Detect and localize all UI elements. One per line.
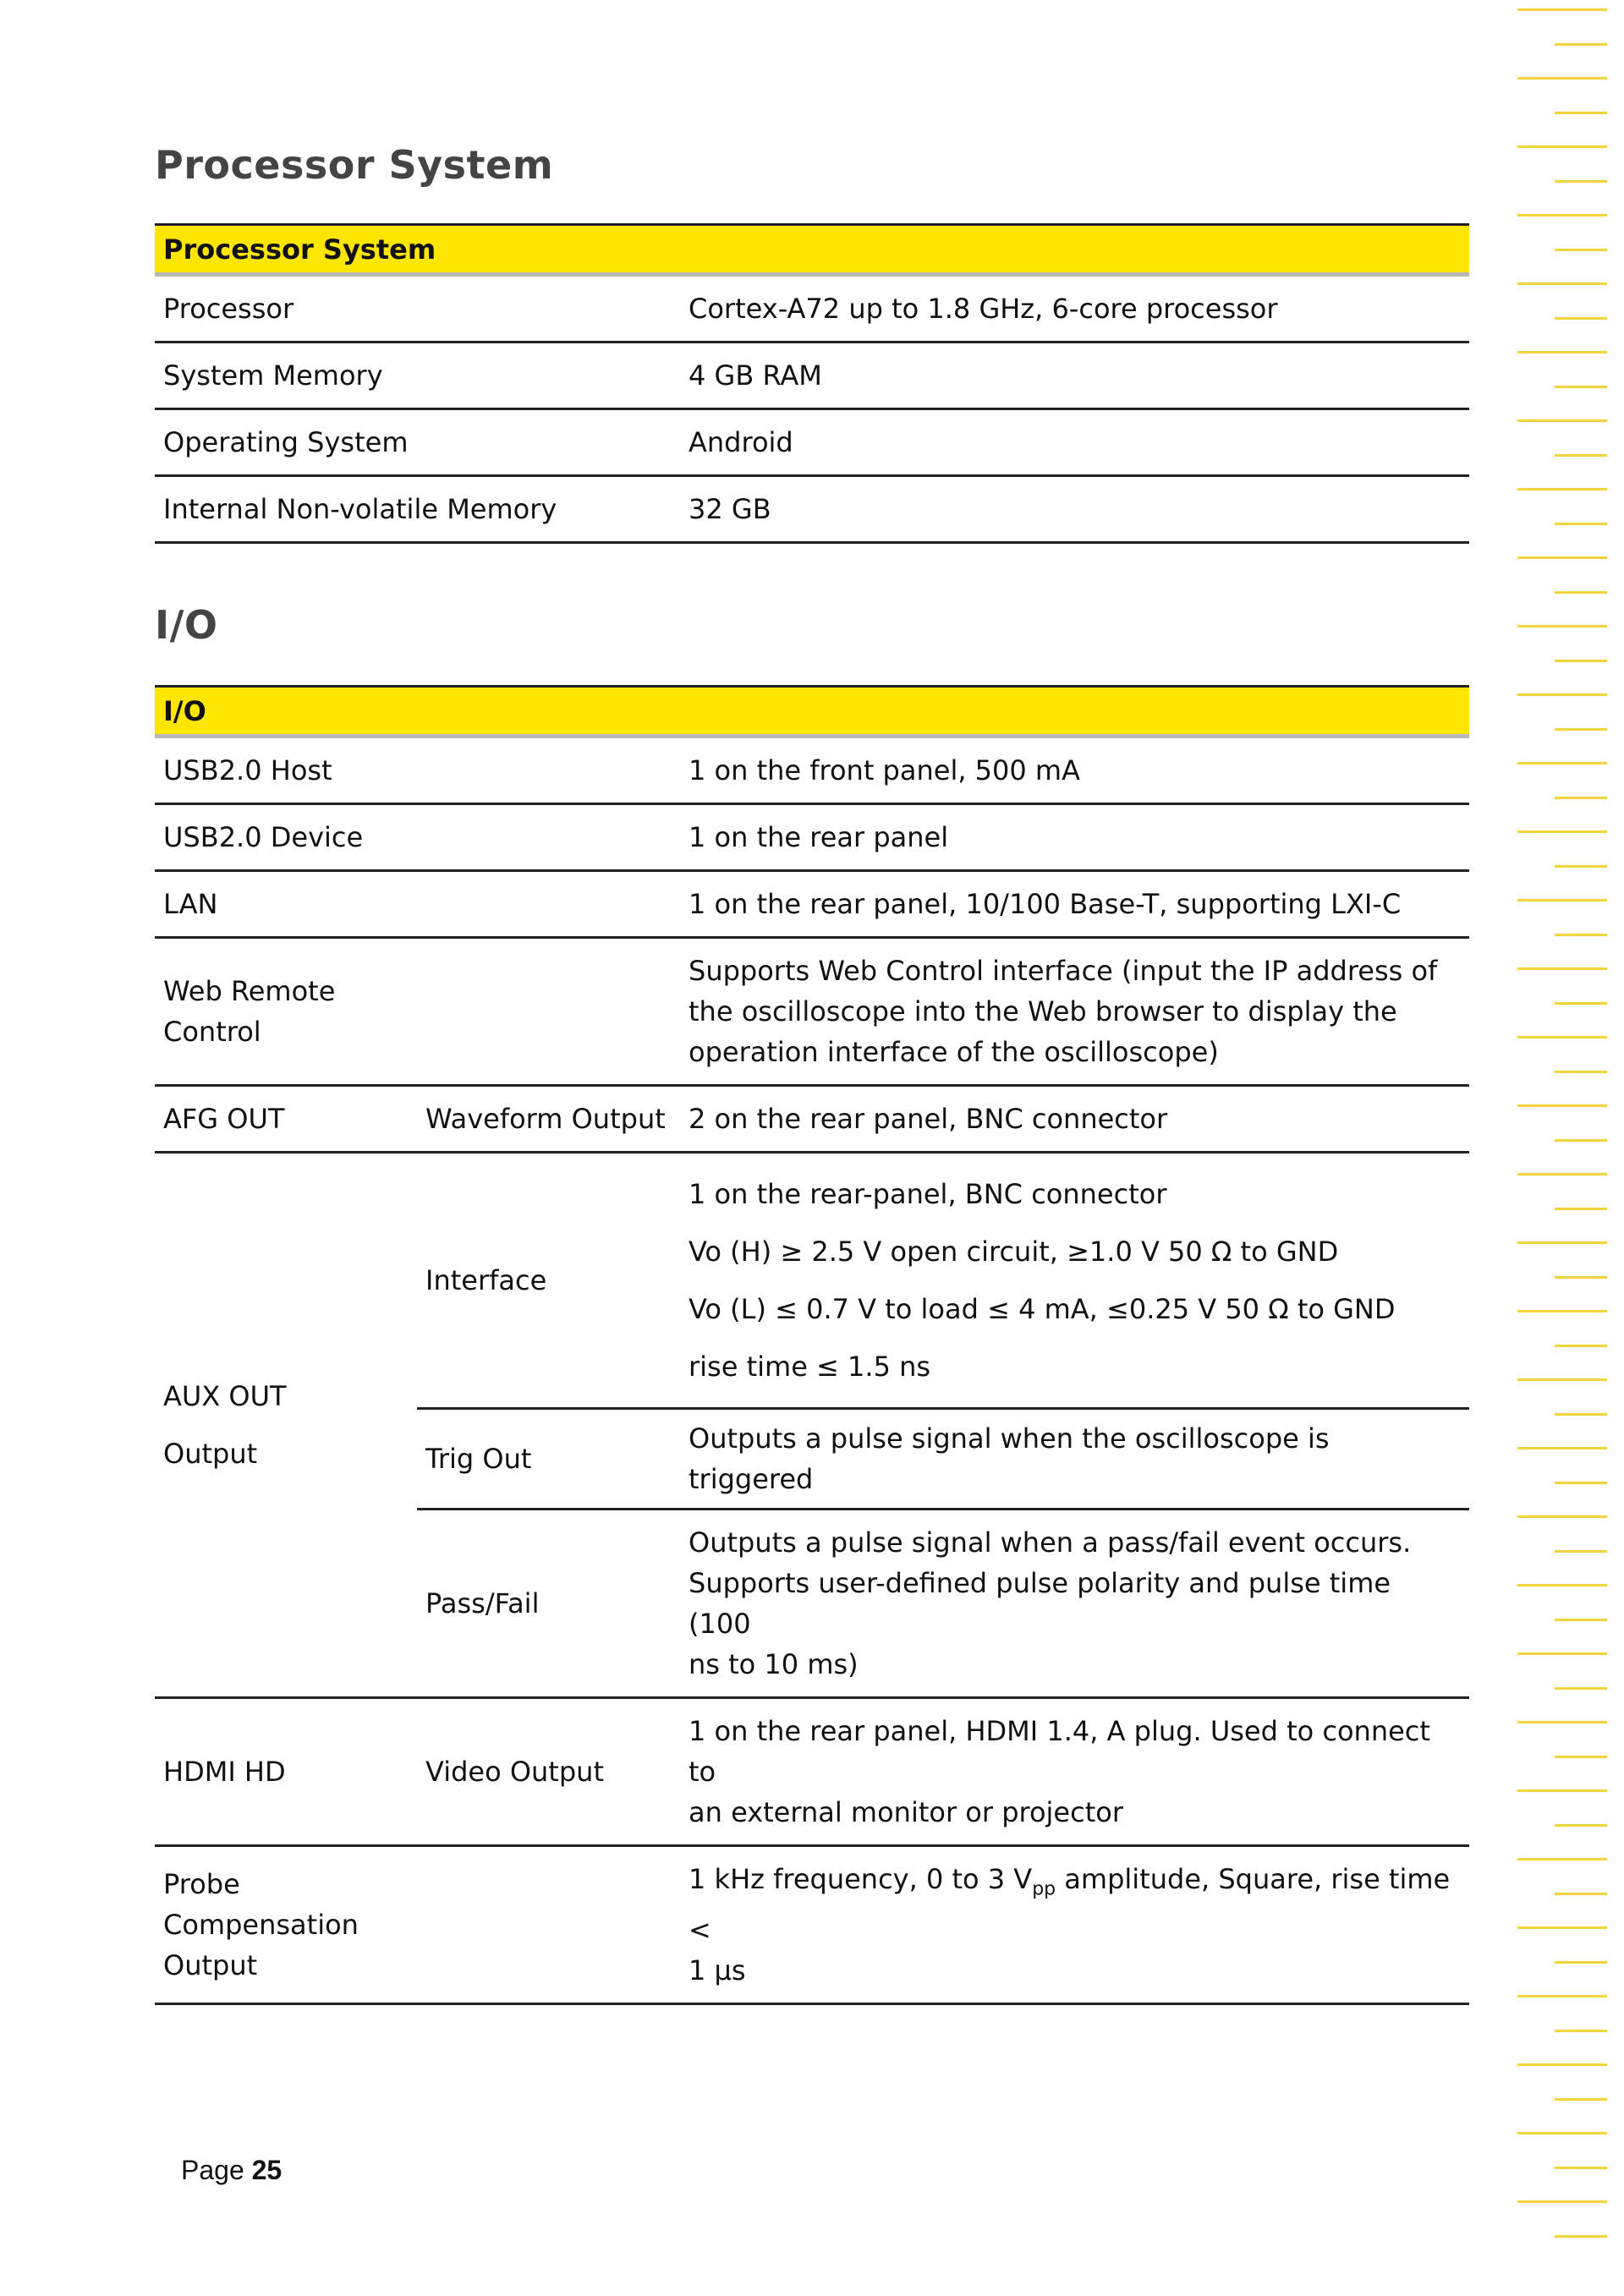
margin-rule-tick: [1555, 1276, 1607, 1279]
table-row: [155, 1698, 1469, 1846]
row-label-lan: LAN: [155, 871, 680, 938]
value-line: ns to 10 ms): [689, 1648, 859, 1680]
margin-rule-tick: [1555, 1756, 1607, 1758]
table-row: [155, 871, 1469, 938]
margin-rule-tick: [1517, 77, 1607, 79]
margin-rule-tick: [1555, 1687, 1607, 1690]
margin-rule-tick: [1555, 1139, 1607, 1142]
probe-value-prefix: 1 kHz frequency, 0 to 3 V: [689, 1863, 1033, 1895]
label-line: Compensation: [163, 1909, 359, 1942]
row-label-processor: Processor: [155, 275, 680, 342]
row-sublabel-interface: Interface: [417, 1153, 680, 1409]
row-label-hdmi-hd: HDMI HD: [155, 1698, 417, 1846]
margin-rule-tick: [1517, 351, 1607, 353]
margin-rule-tick: [1517, 1447, 1607, 1449]
margin-rule-tick: [1555, 43, 1607, 46]
row-value-web-remote-control: [680, 938, 1469, 1086]
row-sublabel-video-output: Video Output: [417, 1698, 680, 1846]
margin-rule-tick: [1555, 728, 1607, 731]
label-line: Control: [163, 1016, 261, 1048]
margin-rule-tick: [1517, 2200, 1607, 2203]
section-heading-io: I/O: [155, 602, 218, 648]
row-value-processor: Cortex-A72 up to 1.8 GHz, 6-core processor: [680, 275, 1469, 342]
table-row: [155, 275, 1469, 342]
row-label-web-remote-control: [155, 938, 680, 1086]
table-header-row: [155, 225, 1469, 275]
value-line: an external monitor or projector: [689, 1796, 1123, 1828]
value-line: Vo (L) ≤ 0.7 V to load ≤ 4 mA, ≤0.25 V 50 Ω to GND: [689, 1293, 1396, 1325]
row-value-operating-system: Android: [680, 409, 1469, 476]
row-sublabel-trig-out: Trig Out: [417, 1409, 680, 1510]
margin-rule-tick: [1555, 1550, 1607, 1553]
margin-rule-tick: [1517, 967, 1607, 970]
margin-rule-tick: [1517, 1789, 1607, 1792]
value-line: Outputs a pulse signal when a pass/fail event occurs.: [689, 1526, 1412, 1559]
margin-rule-tick: [1555, 1002, 1607, 1005]
label-line: Output: [163, 1949, 258, 1982]
margin-rule-tick: [1517, 1036, 1607, 1038]
margin-rule-tick: [1555, 797, 1607, 799]
margin-rule-tick: [1555, 1413, 1607, 1416]
row-sublabel-waveform-output: Waveform Output: [417, 1086, 680, 1153]
margin-rule-tick: [1555, 1482, 1607, 1484]
decorative-margin-rule: [1506, 0, 1624, 2296]
table-row: [155, 1086, 1469, 1153]
margin-rule-tick: [1555, 1619, 1607, 1621]
value-line: 1 on the rear-panel, BNC connector: [689, 1178, 1167, 1210]
margin-rule-tick: [1555, 865, 1607, 868]
margin-rule-tick: [1555, 1071, 1607, 1073]
page-number-value: 25: [251, 2155, 283, 2185]
margin-rule-tick: [1555, 1208, 1607, 1210]
margin-rule-tick: [1555, 386, 1607, 388]
row-value-nonvolatile-memory: 32 GB: [680, 476, 1469, 543]
margin-rule-tick: [1555, 934, 1607, 936]
row-value-trig-out: Outputs a pulse signal when the oscilloscope is triggered: [680, 1409, 1469, 1510]
label-line: Output: [163, 1438, 258, 1470]
table-row: [155, 476, 1469, 543]
margin-rule-tick: [1555, 1345, 1607, 1347]
row-label-aux-out: [155, 1153, 417, 1698]
row-value-system-memory: 4 GB RAM: [680, 342, 1469, 409]
value-line: operation interface of the oscilloscope): [689, 1036, 1219, 1068]
label-line: AUX OUT: [163, 1380, 287, 1412]
row-value-hdmi-hd: [680, 1698, 1469, 1846]
margin-rule-tick: [1517, 488, 1607, 490]
value-line: 1 on the rear panel, HDMI 1.4, A plug. Used to connect to: [689, 1715, 1430, 1788]
table-row: [155, 1153, 1469, 1409]
margin-rule-tick: [1517, 1926, 1607, 1929]
margin-rule-tick: [1555, 1961, 1607, 1964]
margin-rule-tick: [1517, 8, 1607, 11]
row-value-pass-fail: [680, 1510, 1469, 1698]
margin-rule-tick: [1555, 317, 1607, 320]
margin-rule-tick: [1517, 145, 1607, 148]
value-line: 1 μs: [689, 1954, 746, 1987]
margin-rule-tick: [1555, 454, 1607, 457]
margin-rule-tick: [1555, 660, 1607, 662]
row-value-usb-device: 1 on the rear panel: [680, 804, 1469, 871]
margin-rule-tick: [1517, 1858, 1607, 1860]
label-line: Web Remote: [163, 975, 336, 1007]
probe-value-subscript: pp: [1032, 1878, 1056, 1900]
margin-rule-tick: [1517, 693, 1607, 696]
processor-system-table: [155, 223, 1469, 544]
margin-rule-tick: [1555, 2235, 1607, 2238]
margin-rule-tick: [1517, 830, 1607, 833]
margin-rule-tick: [1517, 899, 1607, 901]
margin-rule-tick: [1517, 1584, 1607, 1586]
margin-rule-tick: [1517, 2132, 1607, 2134]
row-label-operating-system: Operating System: [155, 409, 680, 476]
row-label-system-memory: System Memory: [155, 342, 680, 409]
margin-rule-tick: [1517, 1652, 1607, 1655]
margin-rule-tick: [1555, 2167, 1607, 2169]
row-label-usb-device: USB2.0 Device: [155, 804, 680, 871]
margin-rule-tick: [1555, 1893, 1607, 1895]
row-value-lan: 1 on the rear panel, 10/100 Base-T, supporting LXI-C: [680, 871, 1469, 938]
row-value-usb-host: 1 on the front panel, 500 mA: [680, 737, 1469, 804]
table-row: [155, 342, 1469, 409]
margin-rule-tick: [1517, 1721, 1607, 1723]
row-label-usb-host: USB2.0 Host: [155, 737, 680, 804]
margin-rule-tick: [1517, 762, 1607, 764]
margin-rule-tick: [1555, 2098, 1607, 2101]
margin-rule-tick: [1555, 180, 1607, 183]
margin-rule-tick: [1517, 1378, 1607, 1381]
row-sublabel-pass-fail: Pass/Fail: [417, 1510, 680, 1698]
margin-rule-tick: [1555, 112, 1607, 114]
table-row: [155, 737, 1469, 804]
margin-rule-tick: [1517, 1241, 1607, 1244]
probe-value-suffix: amplitude, Square, rise time <: [689, 1863, 1451, 1947]
margin-rule-tick: [1517, 625, 1607, 627]
section-heading-processor-system: Processor System: [155, 142, 554, 188]
margin-rule-tick: [1517, 419, 1607, 422]
margin-rule-tick: [1555, 1824, 1607, 1827]
margin-rule-tick: [1517, 1104, 1607, 1107]
row-value-interface: [680, 1153, 1469, 1409]
margin-rule-tick: [1517, 2063, 1607, 2066]
table-row: [155, 409, 1469, 476]
page-number: [181, 2155, 282, 2186]
value-line: Supports user-defined pulse polarity and pulse time (100: [689, 1567, 1391, 1640]
margin-rule-tick: [1555, 249, 1607, 251]
margin-rule-tick: [1555, 2030, 1607, 2032]
value-line: rise time ≤ 1.5 ns: [689, 1351, 931, 1383]
table-header-io: I/O: [155, 687, 1469, 737]
row-label-probe-compensation-output: [155, 1846, 680, 2004]
margin-rule-tick: [1555, 591, 1607, 594]
value-line: Vo (H) ≥ 2.5 V open circuit, ≥1.0 V 50 Ω to GND: [689, 1236, 1339, 1268]
label-line: Probe: [163, 1868, 240, 1901]
table-row: [155, 938, 1469, 1086]
value-line: the oscilloscope into the Web browser to display the: [689, 995, 1397, 1027]
io-table: [155, 685, 1469, 2005]
page-label: Page: [181, 2155, 244, 2185]
margin-rule-tick: [1555, 523, 1607, 525]
value-line: Supports Web Control interface (input the IP address of: [689, 955, 1438, 987]
table-row: [155, 1846, 1469, 2004]
margin-rule-tick: [1517, 1995, 1607, 1997]
value-line: [689, 1859, 1461, 1950]
table-header-row: [155, 687, 1469, 737]
margin-rule-tick: [1517, 556, 1607, 559]
table-row: [155, 804, 1469, 871]
table-header-processor-system: Processor System: [155, 225, 1469, 275]
margin-rule-tick: [1517, 1173, 1607, 1175]
row-value-probe-compensation-output: [680, 1846, 1469, 2004]
margin-rule-tick: [1517, 1310, 1607, 1312]
margin-rule-tick: [1517, 282, 1607, 285]
row-label-afg-out: AFG OUT: [155, 1086, 417, 1153]
row-value-afg-out: 2 on the rear panel, BNC connector: [680, 1086, 1469, 1153]
margin-rule-tick: [1517, 214, 1607, 216]
row-label-nonvolatile-memory: Internal Non-volatile Memory: [155, 476, 680, 543]
margin-rule-tick: [1517, 1515, 1607, 1518]
